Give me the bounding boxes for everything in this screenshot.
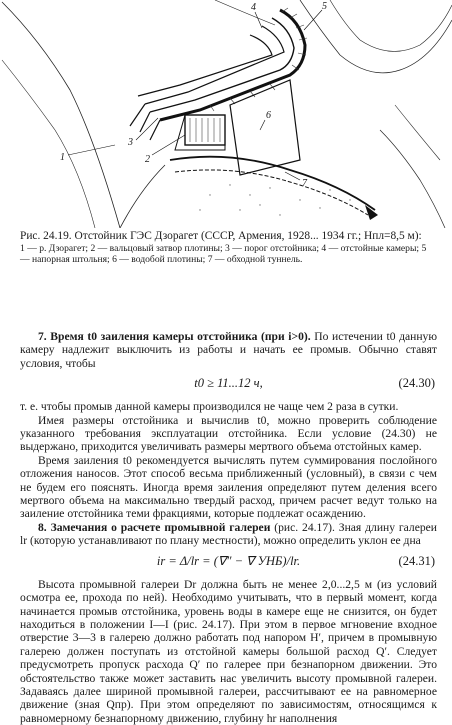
dam-plan-figure <box>0 0 452 228</box>
formula-24-31-expression: ir = Δ/lr = (∇″ − ∇ УНБ)/lr. <box>156 553 301 568</box>
section-7-text: По истечении t0 данную камеру надлежит выключить из работы и начать ее промыв. Обычно ставят условия, чтобы <box>20 330 437 370</box>
paragraph-7 <box>20 330 437 370</box>
label-2: 2 <box>145 154 150 165</box>
caption-legend: 1 — р. Дзорагет; 2 — вальцовый затвор плотины; 3 — порог отстойника; 4 — отстойные камеры; 5 — напорная штольня; 6 — водобой плотины; 7 — обходной туннель. <box>20 243 427 266</box>
caption-title: Рис. 24.19. Отстойник ГЭС Дзорагет (СССР, Армения, 1928... 1934 гг.; Hпл=8,5 м): <box>20 230 422 242</box>
formula-24-30 <box>20 372 437 398</box>
label-4: 4 <box>251 2 256 13</box>
section-8-heading: 8. Замечания о расчете промывной галереи <box>38 520 271 534</box>
paragraph-check-requirement: Имея размеры отстойника и вычислив t0, можно проверить соблюдение указанного требования эксплуатации отстойника. Если условие (24.30) не выдержано, приходится увеличивать размеры мертвого объема отстойных камер. <box>20 413 437 454</box>
section-8-text: (рис. 24.17). Зная длину галереи lr (которую устанавливают по плану местности), можно определить уклон ее дна <box>20 520 437 548</box>
paragraph-gallery-height: Высота промывной галереи Dr должна быть не менее 2,0...2,5 м (из условий осмотра ее, прохода по ней). Необходимо учитывать, что в первый момент, когда начинается промыв отстойника, уровень воды в камере еще не снизится, он будет находиться в положении I—I (рис. 24.17). При этом в первое мгновение входное отверстие 3—3 в галерею должно работать под напором H′, причем в промывную галерею должен поступать из отстойной камеры большой расход Q′. Следует предусмотреть пропуск расхода Q′ по галерее при безнапорном движении. Это обстоятельство также может заставить нас увеличить высоту промывной галереи. Задаваясь далее шириной промывной галереи, рассчитывают ее на равномерное движение (зная Qпр). При этом определяют по зависимостям, относящимся к равномерному безнапорному движению, глубину hr наполнения <box>20 577 437 725</box>
figure-caption <box>20 229 435 265</box>
dam-plan-drawing <box>0 0 452 228</box>
formula-24-30-number: (24.30) <box>398 376 435 391</box>
paragraph-8 <box>20 521 437 548</box>
label-6: 6 <box>266 110 271 121</box>
label-3: 3 <box>128 137 133 148</box>
label-7: 7 <box>302 178 307 189</box>
paragraph-twice-a-day: т. е. чтобы промыв данной камеры производился не чаще чем 2 раза в сутки. <box>20 400 399 414</box>
formula-24-31-number: (24.31) <box>398 553 435 568</box>
formula-24-31 <box>20 550 437 576</box>
paragraph-silting-time: Время заиления t0 рекомендуется вычислять путем суммирования послойного отложения наносов. Этот способ весьма приближенный (условный), в связи с чем не будем его пояснять. Иногда время заиления определяют путем деления всего мертвого объема на максимально твердый расход, причем расчет ведут только на заиление отстойника теми фракциями, которые подлежат осаждению. <box>20 453 437 521</box>
formula-24-30-expression: t0 ≥ 11...12 ч, <box>194 376 263 391</box>
label-1: 1 <box>60 152 65 163</box>
label-5: 5 <box>322 1 327 12</box>
page-body <box>20 330 437 725</box>
section-7-heading: 7. Время t0 заиления камеры отстойника (при i>0). <box>38 330 311 343</box>
